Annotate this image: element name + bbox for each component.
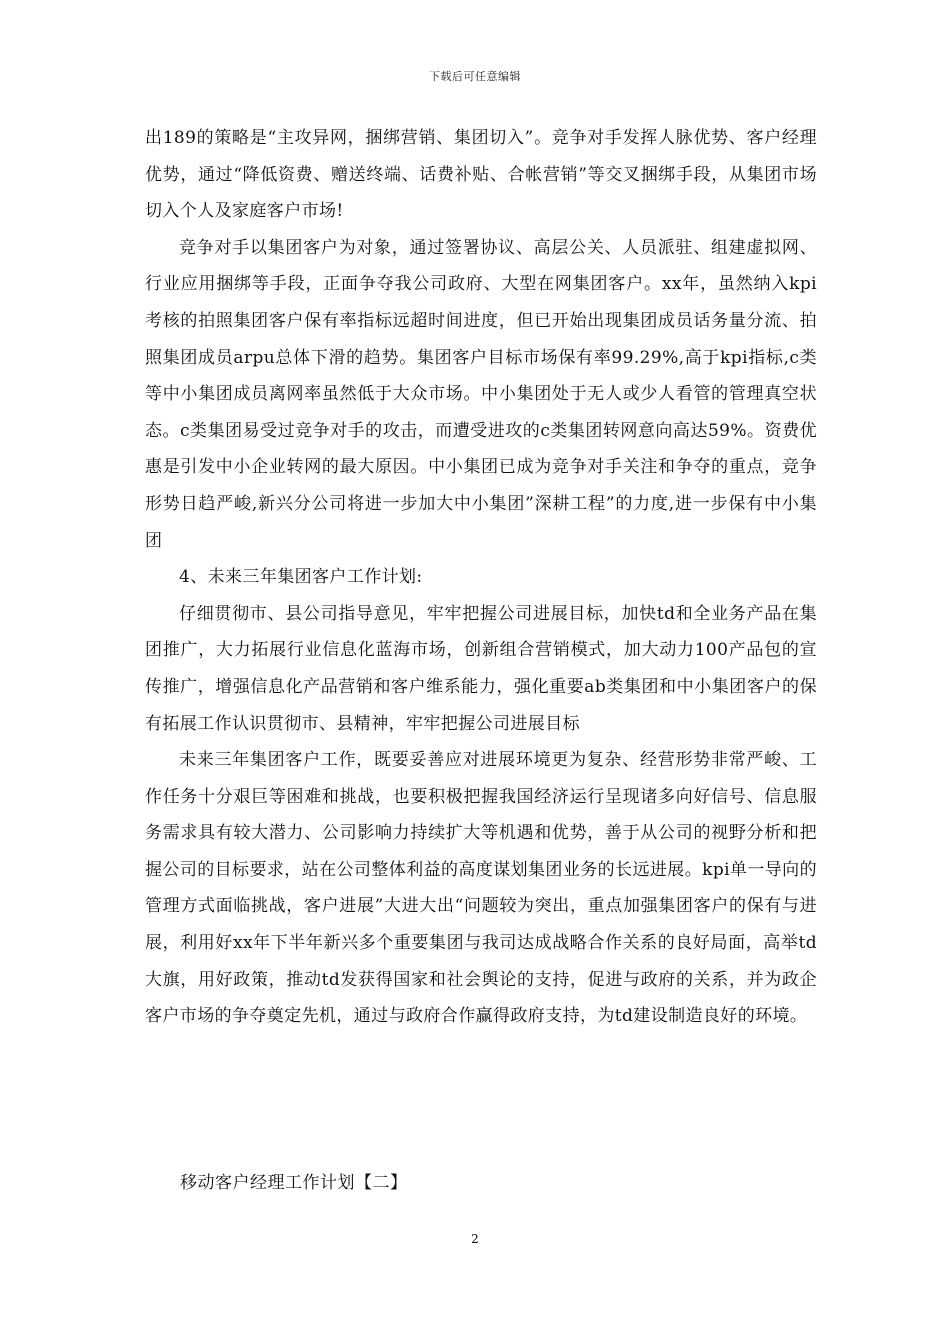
paragraph-5: 未来三年集团客户工作，既要妥善应对进展环境更为复杂、经营形势非常严峻、工作任务十分艰巨等困难和挑战，也要积极把握我国经济运行呈现诸多向好信号、信息服务需求具有较大潜力、公司影响力持续扩大等机遇和优势，善于从公司的视野分析和把握公司的目标要求，站在公司整体利益的高度谋划集团业务的长远进展。kpi单一导向的管理方式面临挑战，客户进展”大进大出“问题较为突出，重点加强集团客户的保有与进展，利用好xx年下半年新兴多个重要集团与我司达成战略合作关系的良好局面，高举td大旗，用好政策，推动td发获得国家和社会舆论的支持，促进与政府的关系，并为政企客户市场的争夺奠定先机，通过与政府合作赢得政府支持，为td建设制造良好的环境。: [145, 750, 817, 1027]
body-text: [145, 120, 817, 1035]
paragraph-4: 仔细贯彻市、县公司指导意见，牢牢把握公司进展目标，加快td和全业务产品在集团推广，大力拓展行业信息化蓝海市场，创新组合营销模式，加大动力100产品包的宣传推广，增强信息化产品营销和客户维系能力，强化重要ab类集团和中小集团客户的保有拓展工作认识贯彻市、县精神，牢牢把握公司进展目标: [145, 603, 817, 734]
section-title: 移动客户经理工作计划【二】: [180, 1173, 408, 1193]
paragraph-3-heading: 4、未来三年集团客户工作计划:: [179, 567, 423, 588]
page-header: 下载后可任意编辑: [429, 70, 521, 83]
paragraph-1: 出189的策略是“主攻异网，捆绑营销、集团切入”。竞争对手发挥人脉优势、客户经理优势，通过“降低资费、赠送终端、话费补贴、合帐营销”等交叉捆绑手段，从集团市场切入个人及家庭客户市场!: [145, 128, 817, 222]
page-number: 2: [471, 1232, 479, 1246]
paragraph-2: 竞争对手以集团客户为对象，通过签署协议、高层公关、人员派驻、组建虚拟网、行业应用捆绑等手段，正面争夺我公司政府、大型在网集团客户。xx年，虽然纳入kpi考核的拍照集团客户保有率指标远超时间进度，但已开始出现集团成员话务量分流、拍照集团成员arpu总体下滑的趋势。集团客户目标市场保有率99.29%,高于kpi指标,c类等中小集团成员离网率虽然低于大众市场。中小集团处于无人或少人看管的管理真空状态。c类集团易受过竞争对手的攻击，而遭受进攻的c类集团转网意向高达59%。资费优惠是引发中小企业转网的最大原因。中小集团已成为竞争对手关注和争夺的重点，竞争形势日趋严峻,新兴分公司将进一步加大中小集团”深耕工程”的力度,进一步保有中小集团: [145, 237, 818, 551]
